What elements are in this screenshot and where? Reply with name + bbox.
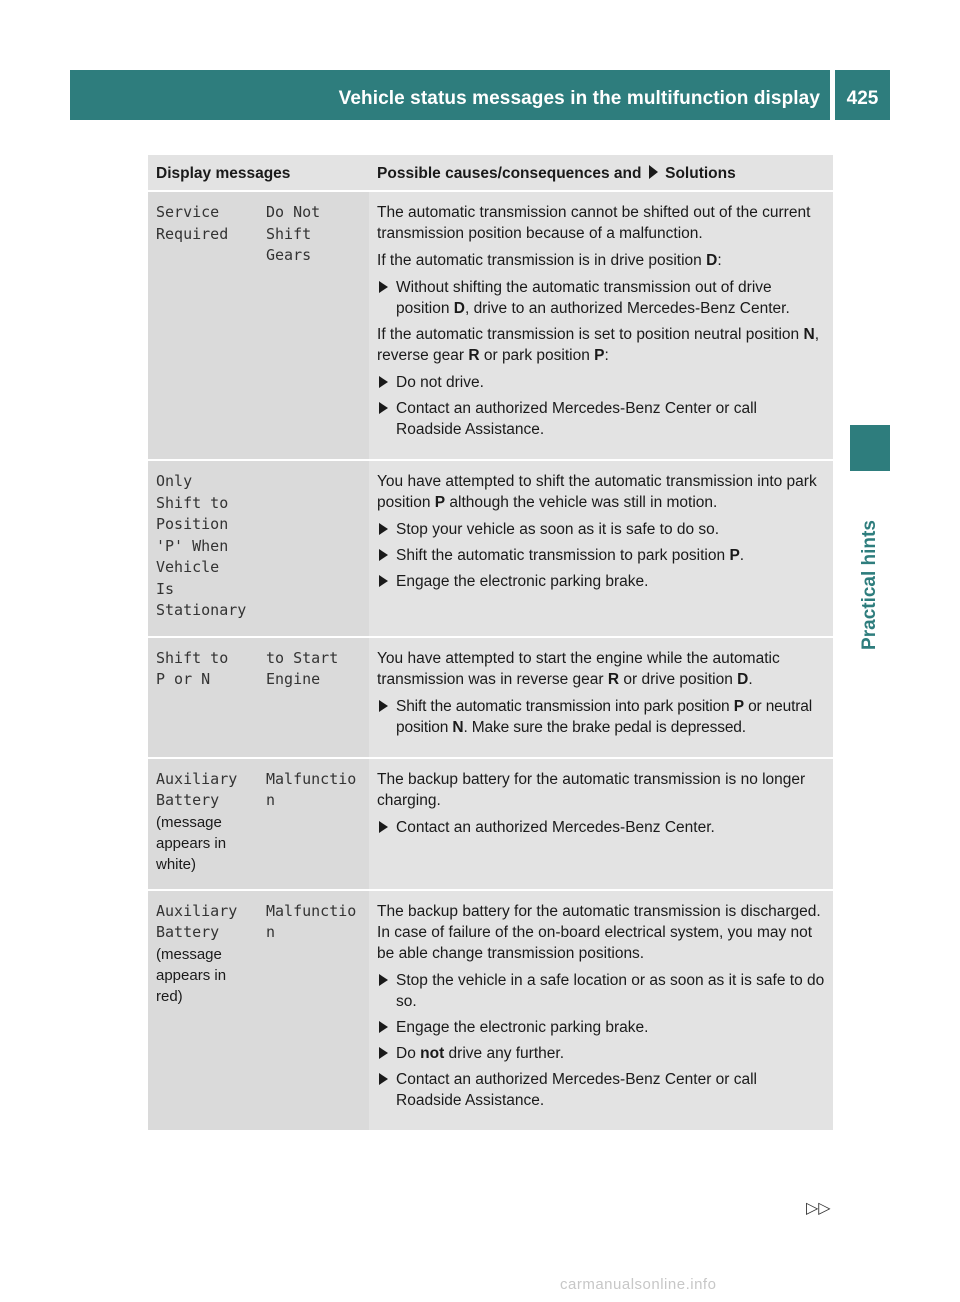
cause-text: You have attempted to shift the automatic transmission into park position P although the vehicle was still in motion. <box>377 473 817 511</box>
solution-cell <box>369 891 833 1132</box>
condition-text: If the automatic transmission is set to position neutral position N, reverse gear R or park position P: <box>377 326 819 364</box>
message-color-note: (message appears in red) <box>156 945 227 1005</box>
page-header-bar <box>70 70 830 120</box>
cause-text: The automatic transmission cannot be shifted out of the current transmission position because of a malfunction. <box>377 204 811 242</box>
solution-step: Do not drive any further. <box>377 1043 825 1064</box>
cause-text: The backup battery for the automatic transmission is no longer charging. <box>377 770 806 809</box>
solution-step: Contact an authorized Mercedes-Benz Center or call Roadside Assistance. <box>377 1069 825 1111</box>
table-row <box>148 891 833 1132</box>
solution-step: Contact an authorized Mercedes-Benz Center. <box>377 817 825 838</box>
solution-step: Contact an authorized Mercedes-Benz Center or call Roadside Assistance. <box>377 398 825 440</box>
solution-step: Engage the electronic parking brake. <box>377 571 825 592</box>
arrow-icon <box>379 1021 388 1033</box>
display-message-cell <box>258 638 369 759</box>
arrow-icon <box>379 523 388 535</box>
arrow-icon <box>379 1047 388 1059</box>
display-message-cell <box>258 759 369 891</box>
arrow-icon <box>379 402 388 414</box>
display-message-text: Malfunctio n <box>266 901 357 941</box>
side-tab-marker <box>850 425 890 471</box>
display-message-cell <box>258 891 369 1132</box>
table-row <box>148 638 833 759</box>
display-message-cell <box>258 461 369 638</box>
solution-step: Shift the automatic transmission to park position P. <box>377 545 825 566</box>
arrow-icon <box>379 1073 388 1085</box>
display-message-text: Malfunctio n <box>266 769 357 809</box>
column-header-solutions <box>369 155 833 192</box>
arrow-icon <box>379 549 388 561</box>
display-message-text: Auxiliary Battery <box>156 769 238 809</box>
solution-step: Without shifting the automatic transmission out of drive position D, drive to an authorized Mercedes-Benz Center. <box>377 277 825 319</box>
table-header-row <box>148 155 833 192</box>
column-header-solutions-label: Solutions <box>665 165 736 182</box>
message-color-note: (message appears in white) <box>156 813 227 873</box>
table-row <box>148 192 833 461</box>
column-header-display-messages: Display messages <box>148 155 369 192</box>
display-message-text: Shift to P or N <box>156 648 229 688</box>
page-header-title: Vehicle status messages in the multifunction display <box>338 88 820 109</box>
display-message-text: Only Shift to Position 'P' When Vehicle Is Stationary <box>156 472 247 619</box>
arrow-icon <box>379 821 388 833</box>
solution-step: Do not drive. <box>377 372 825 393</box>
side-tab <box>850 480 890 690</box>
solution-step: Engage the electronic parking brake. <box>377 1017 825 1038</box>
solution-cell <box>369 192 833 461</box>
solution-cell <box>369 759 833 891</box>
display-message-cell <box>148 461 258 638</box>
solution-step: Stop the vehicle in a safe location or as soon as it is safe to do so. <box>377 970 825 1012</box>
arrow-icon <box>379 974 388 986</box>
status-messages-table <box>148 155 833 1132</box>
arrow-icon <box>379 700 388 712</box>
side-tab-label: Practical hints <box>859 520 880 650</box>
page-number: 425 <box>835 70 890 120</box>
arrow-icon <box>379 575 388 587</box>
continued-marker: ▷▷ <box>806 1200 831 1217</box>
display-message-text: to Start Engine <box>266 648 339 688</box>
solution-step: Stop your vehicle as soon as it is safe to do so. <box>377 519 825 540</box>
table-row <box>148 759 833 891</box>
display-message-cell <box>148 638 258 759</box>
display-message-cell <box>148 192 258 461</box>
condition-text: If the automatic transmission is in drive position D: <box>377 252 722 269</box>
display-message-cell <box>148 759 258 891</box>
solution-cell <box>369 638 833 759</box>
display-message-text: Do Not Shift Gears <box>266 203 321 264</box>
table-row <box>148 461 833 638</box>
arrow-icon <box>649 165 658 179</box>
display-message-cell <box>258 192 369 461</box>
solution-cell <box>369 461 833 638</box>
solution-step: Shift the automatic transmission into park position P or neutral position N. Make sure the brake pedal is depressed. <box>377 696 825 738</box>
display-message-text: Service Required <box>156 203 229 243</box>
display-message-cell <box>148 891 258 1132</box>
arrow-icon <box>379 376 388 388</box>
display-message-text: Auxiliary Battery <box>156 901 238 941</box>
cause-text: You have attempted to start the engine while the automatic transmission was in reverse gear R or drive position D. <box>377 649 780 688</box>
cause-text: The backup battery for the automatic transmission is discharged. In case of failure of the on-board electrical system, you may not be able change transmission positions. <box>377 902 821 962</box>
arrow-icon <box>379 281 388 293</box>
watermark: carmanualsonline.info <box>560 1276 717 1293</box>
column-header-causes-label: Possible causes/consequences and <box>377 165 642 182</box>
